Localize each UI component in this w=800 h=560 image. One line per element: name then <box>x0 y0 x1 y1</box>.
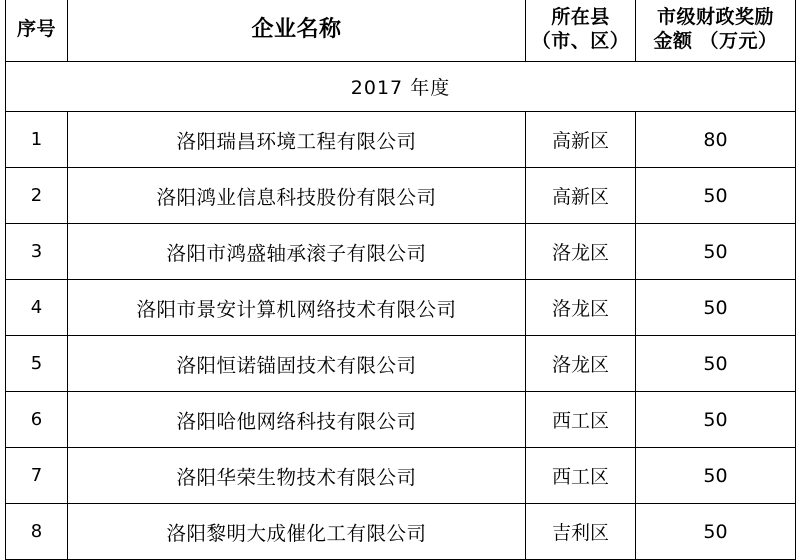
table-row <box>6 280 796 336</box>
cell-area: 洛龙区 <box>526 224 636 280</box>
cell-seq: 8 <box>6 504 68 560</box>
cell-company-name: 洛阳华荣生物技术有限公司 <box>68 448 526 504</box>
table-row <box>6 448 796 504</box>
cell-area: 洛龙区 <box>526 336 636 392</box>
cell-seq: 6 <box>6 392 68 448</box>
column-header-area-line2: （市、区） <box>531 30 630 52</box>
column-header-area <box>526 0 636 62</box>
table-row <box>6 224 796 280</box>
table-row <box>6 112 796 168</box>
cell-company-name: 洛阳恒诺锚固技术有限公司 <box>68 336 526 392</box>
cell-company-name: 洛阳市景安计算机网络技术有限公司 <box>68 280 526 336</box>
cell-amount: 50 <box>636 448 796 504</box>
column-header-company-name: 企业名称 <box>68 0 526 62</box>
cell-amount: 50 <box>636 168 796 224</box>
cell-area: 西工区 <box>526 392 636 448</box>
table-row <box>6 168 796 224</box>
column-header-area-line1: 所在县 <box>551 6 610 29</box>
cell-area: 高新区 <box>526 168 636 224</box>
cell-area: 高新区 <box>526 112 636 168</box>
cell-amount: 50 <box>636 280 796 336</box>
cell-seq: 1 <box>6 112 68 168</box>
column-header-seq: 序号 <box>6 0 68 62</box>
cell-area: 洛龙区 <box>526 280 636 336</box>
table-header-row <box>6 0 796 62</box>
cell-company-name: 洛阳鸿业信息科技股份有限公司 <box>68 168 526 224</box>
table-row <box>6 336 796 392</box>
cell-amount: 50 <box>636 224 796 280</box>
cell-seq: 3 <box>6 224 68 280</box>
cell-company-name: 洛阳市鸿盛轴承滚子有限公司 <box>68 224 526 280</box>
award-table <box>5 0 796 560</box>
cell-amount: 50 <box>636 336 796 392</box>
cell-seq: 4 <box>6 280 68 336</box>
table-row <box>6 392 796 448</box>
column-header-amount-line2: 金额 （万元） <box>653 30 778 52</box>
cell-area: 西工区 <box>526 448 636 504</box>
cell-seq: 7 <box>6 448 68 504</box>
cell-area: 吉利区 <box>526 504 636 560</box>
table-body <box>6 0 796 560</box>
cell-amount: 50 <box>636 504 796 560</box>
cell-company-name: 洛阳哈他网络科技有限公司 <box>68 392 526 448</box>
section-title-year: 2017 年度 <box>6 62 796 112</box>
cell-company-name: 洛阳瑞昌环境工程有限公司 <box>68 112 526 168</box>
table-section-row <box>6 62 796 112</box>
table-row <box>6 504 796 560</box>
cell-seq: 2 <box>6 168 68 224</box>
cell-company-name: 洛阳黎明大成催化工有限公司 <box>68 504 526 560</box>
cell-amount: 80 <box>636 112 796 168</box>
column-header-amount-line1: 市级财政奖励 <box>656 6 774 29</box>
column-header-amount <box>636 0 796 62</box>
cell-seq: 5 <box>6 336 68 392</box>
cell-amount: 50 <box>636 392 796 448</box>
